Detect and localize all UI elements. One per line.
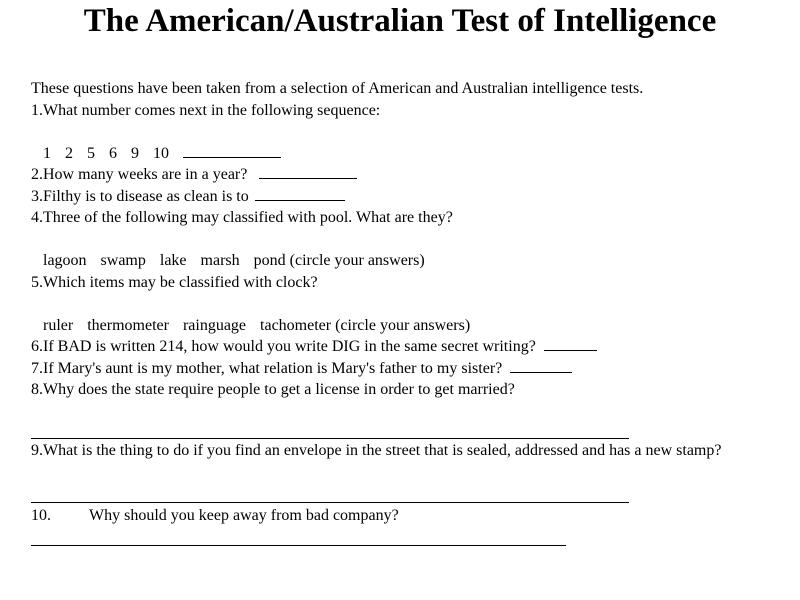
intro-text: These questions have been taken from a selection of American and Australian intelligence tests.: [31, 80, 644, 97]
sequence-number: 2: [65, 144, 73, 162]
question-2-row: [31, 164, 771, 186]
option-thermometer[interactable]: thermometer: [87, 316, 169, 334]
question-5: 5.Which items may be classified with clock?: [31, 273, 318, 291]
q5-options: [31, 315, 771, 337]
option-marsh[interactable]: marsh: [200, 252, 240, 269]
q4-options: [31, 250, 771, 272]
question-10-number: 10.: [31, 507, 51, 524]
blank-line: [31, 229, 771, 251]
blank-line: [31, 121, 771, 143]
answer-blank-q1[interactable]: [183, 143, 281, 158]
page-title: The American/Australian Test of Intelligence: [83, 3, 717, 39]
question-6-row: [31, 336, 771, 358]
option-lake[interactable]: lake: [159, 252, 187, 269]
question-7-row: [31, 358, 771, 380]
question-10-row: [31, 505, 399, 527]
question-4: 4.Three of the following may classified with pool. What are they?: [31, 209, 453, 226]
option-rainguage[interactable]: rainguage: [182, 316, 247, 334]
question-list: [31, 78, 771, 401]
sequence-number: 6: [109, 144, 117, 162]
sequence-number: 9: [131, 144, 139, 162]
question-6: 6.If BAD is written 214, how would you write DIG in the same secret writing?: [31, 338, 536, 355]
answer-line-q10[interactable]: [31, 545, 566, 546]
q1-sequence: [31, 143, 771, 165]
answer-blank-q7[interactable]: [510, 358, 572, 373]
question-3: 3.Filthy is to disease as clean is to: [31, 187, 249, 205]
blank-line: [31, 293, 771, 315]
answer-blank-q6[interactable]: [544, 336, 597, 351]
sequence-number: 1: [43, 144, 51, 162]
answer-line-q9[interactable]: [31, 502, 629, 503]
question-8: 8.Why does the state require people to get a license in order to get married?: [31, 381, 515, 398]
sequence-number: 10: [153, 144, 169, 162]
question-2: 2.How many weeks are in a year?: [31, 166, 248, 183]
question-10: Why should you keep away from bad company?: [89, 507, 399, 524]
question-1: 1.What number comes next in the following sequence:: [31, 101, 381, 119]
question-7: 7.If Mary's aunt is my mother, what relation is Mary's father to my sister?: [31, 359, 503, 377]
answer-blank-q3[interactable]: [255, 186, 345, 201]
option-tachometer[interactable]: tachometer (circle your answers): [260, 316, 471, 334]
option-pond[interactable]: pond (circle your answers): [253, 252, 425, 269]
option-ruler[interactable]: ruler: [43, 316, 74, 334]
question-3-row: [31, 186, 771, 208]
answer-blank-q2[interactable]: [259, 164, 357, 179]
option-lagoon[interactable]: lagoon: [43, 252, 87, 269]
sequence-number: 5: [87, 144, 95, 162]
answer-line-q8[interactable]: [31, 438, 629, 439]
option-swamp[interactable]: swamp: [100, 252, 146, 269]
question-9: 9.What is the thing to do if you find an envelope in the street that is sealed, addressed and has a new stamp?: [31, 442, 722, 459]
